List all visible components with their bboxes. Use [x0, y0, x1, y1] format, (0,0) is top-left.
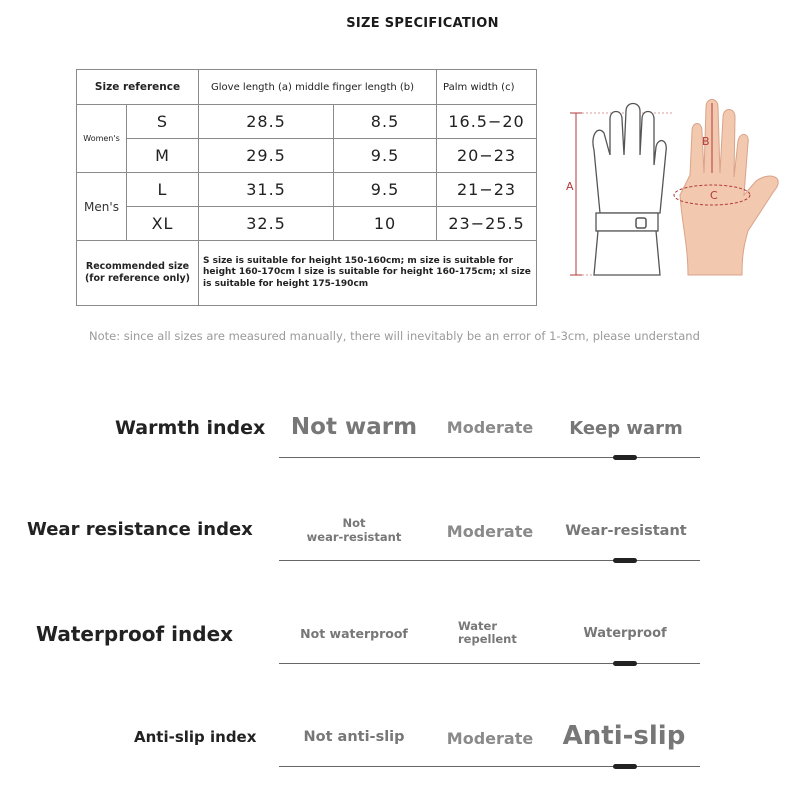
palm-width-cell: 16.5−20 — [437, 105, 537, 139]
option-wear-resistant: Wear-resistant — [565, 523, 687, 539]
finger-length-cell: 8.5 — [334, 105, 437, 139]
table-row — [77, 173, 537, 207]
finger-length-cell: 10 — [334, 207, 437, 241]
glove-length-cell: 28.5 — [199, 105, 334, 139]
header-size-reference: Size reference — [77, 70, 199, 105]
size-cell: S — [127, 105, 199, 139]
glove-hand-illustration — [560, 95, 790, 285]
option-water-repellent: Water repellent — [458, 619, 517, 646]
page-title: SIZE SPECIFICATION — [346, 16, 499, 31]
group-women: Women's — [77, 105, 127, 173]
glove-icon — [593, 104, 666, 276]
size-table — [76, 69, 537, 306]
option-not-anti-slip: Not anti-slip — [303, 729, 405, 745]
table-row — [77, 139, 537, 173]
recommended-label: Recommended size (for reference only) — [77, 241, 199, 306]
group-men: Men's — [77, 173, 127, 241]
index-marker-wear-resistance — [613, 558, 637, 563]
table-row — [77, 105, 537, 139]
index-marker-waterproof — [613, 661, 637, 666]
index-label-anti-slip: Anti-slip index — [134, 728, 257, 746]
option-not-wear-resistant: Not wear-resistant — [306, 516, 402, 544]
palm-width-cell: 23−25.5 — [437, 207, 537, 241]
index-marker-warmth — [613, 455, 637, 460]
hand-icon — [674, 100, 778, 276]
palm-width-cell: 21−23 — [437, 173, 537, 207]
header-glove-length: Glove length (a) middle finger length (b) — [199, 70, 437, 105]
table-row — [77, 207, 537, 241]
glove-hand-diagram — [560, 95, 790, 285]
option-moderate: Moderate — [446, 522, 534, 541]
finger-length-cell: 9.5 — [334, 173, 437, 207]
option-moderate: Moderate — [446, 729, 534, 748]
glove-length-cell: 31.5 — [199, 173, 334, 207]
measurement-note: Note: since all sizes are measured manually, there will inevitably be an error of 1-3cm, please understand — [89, 329, 700, 343]
size-cell: XL — [127, 207, 199, 241]
index-label-warmth: Warmth index — [115, 417, 266, 439]
label-c: C — [710, 189, 718, 202]
index-label-wear-resistance: Wear resistance index — [27, 519, 253, 540]
glove-length-cell: 29.5 — [199, 139, 334, 173]
label-b: B — [702, 135, 710, 148]
option-not-waterproof: Not waterproof — [300, 626, 408, 641]
glove-length-cell: 32.5 — [199, 207, 334, 241]
size-cell: M — [127, 139, 199, 173]
header-palm-width: Palm width (c) — [437, 70, 537, 105]
label-a: A — [566, 180, 574, 193]
option-keep-warm: Keep warm — [569, 418, 683, 439]
option-anti-slip: Anti-slip — [562, 721, 686, 751]
palm-width-cell: 20−23 — [437, 139, 537, 173]
recommended-row — [77, 241, 537, 306]
option-waterproof: Waterproof — [583, 626, 667, 641]
index-marker-anti-slip — [613, 764, 637, 769]
size-cell: L — [127, 173, 199, 207]
finger-length-cell: 9.5 — [334, 139, 437, 173]
index-label-waterproof: Waterproof index — [36, 622, 234, 646]
table-header-row — [77, 70, 537, 105]
recommended-text: S size is suitable for height 150-160cm; m size is suitable for height 160-170cm l size is suitable for height 160-175cm; xl size is suitable for height 175-190cm — [199, 241, 537, 306]
option-not-warm: Not warm — [290, 414, 418, 440]
option-moderate: Moderate — [446, 418, 534, 437]
